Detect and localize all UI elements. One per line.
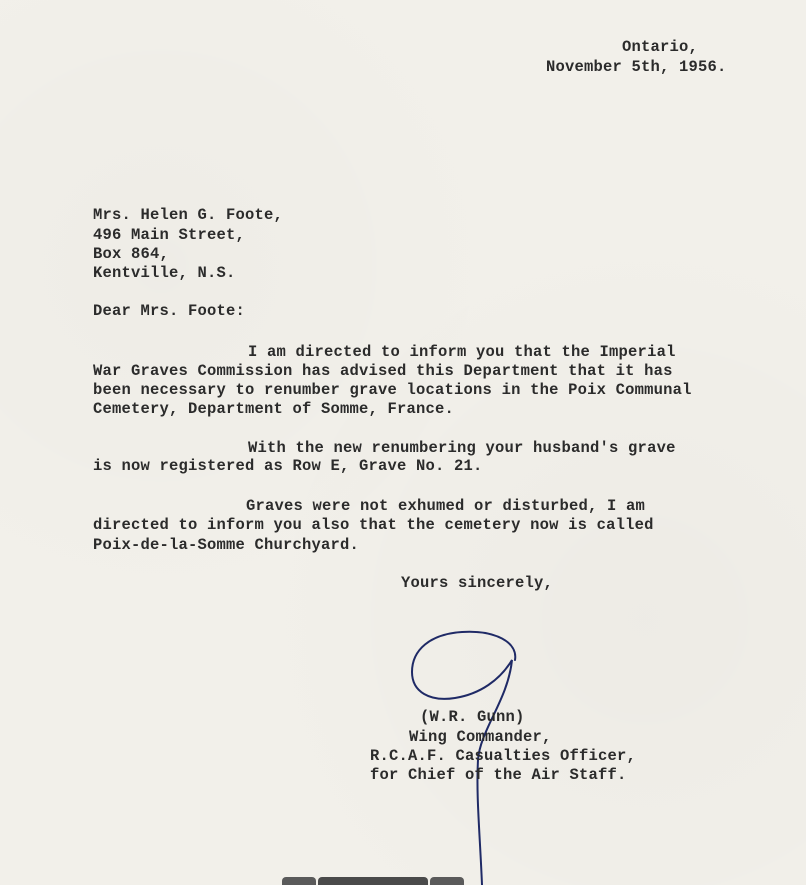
recipient-box: Box 864,: [93, 245, 170, 263]
signer-title: R.C.A.F. Casualties Officer,: [370, 747, 637, 765]
header-place: Ontario,: [622, 38, 699, 56]
recipient-name: Mrs. Helen G. Foote,: [93, 206, 284, 224]
recipient-city: Kentville, N.S.: [93, 264, 236, 282]
signer-rank: Wing Commander,: [409, 728, 552, 746]
bottom-scroll-tab-right[interactable]: [430, 877, 464, 885]
signer-for: for Chief of the Air Staff.: [370, 766, 627, 784]
closing: Yours sincerely,: [401, 574, 554, 592]
body-paragraph-1-line-3: been necessary to renumber grave locations in the Poix Communal: [93, 381, 692, 399]
body-paragraph-3-line-3: Poix-de-la-Somme Churchyard.: [93, 536, 360, 554]
signer-name: (W.R. Gunn): [420, 708, 525, 726]
recipient-street: 496 Main Street,: [93, 226, 246, 244]
body-paragraph-1-line-4: Cemetery, Department of Somme, France.: [93, 400, 455, 418]
body-paragraph-2-line-2: is now registered as Row E, Grave No. 21.: [93, 457, 483, 475]
body-paragraph-3-line-1: Graves were not exhumed or disturbed, I am: [246, 497, 646, 515]
body-paragraph-3-line-2: directed to inform you also that the cemetery now is called: [93, 516, 654, 534]
header-date: November 5th, 1956.: [546, 58, 727, 76]
bottom-scroll-tab-left[interactable]: [282, 877, 316, 885]
body-paragraph-1-line-2: War Graves Commission has advised this Department that it has: [93, 362, 673, 380]
body-paragraph-1-line-1: I am directed to inform you that the Imperial: [248, 343, 676, 361]
bottom-scroll-tab-center[interactable]: [318, 877, 428, 885]
salutation: Dear Mrs. Foote:: [93, 302, 246, 320]
body-paragraph-2-line-1: With the new renumbering your husband's grave: [248, 439, 676, 457]
